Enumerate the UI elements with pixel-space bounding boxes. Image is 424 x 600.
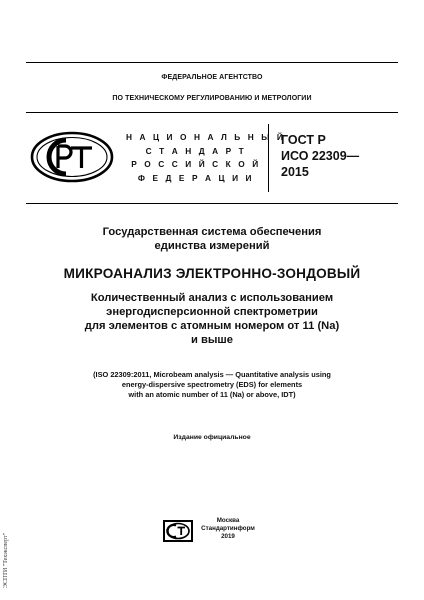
agency-name-line2: ПО ТЕХНИЧЕСКОМУ РЕГУЛИРОВАНИЮ И МЕТРОЛОГИИ [112, 95, 312, 102]
national-standard-line: Р О С С И Й С К О Й [131, 159, 261, 169]
side-watermark [1, 518, 11, 588]
designation-line: 2015 [281, 165, 309, 179]
top-rule [26, 62, 398, 63]
national-standard-line: С Т А Н Д А Р Т [145, 145, 247, 156]
system-title [26, 225, 398, 253]
system-title-line: единства измерений [154, 240, 270, 252]
subtitle-line: Количественный анализ с использованием [90, 292, 334, 304]
side-watermark-text: ЭСПТИ "Техэксперт" [3, 532, 9, 588]
iso-reference-line: energy-dispersive spectrometry (EDS) for elements [121, 380, 303, 389]
iso-reference-line: (ISO 22309:2011, Microbeam analysis — Quantitative analysis using [93, 370, 331, 379]
header-bottom-rule [26, 203, 398, 204]
publisher-info [196, 517, 260, 541]
designation-line: ГОСТ Р [281, 133, 326, 147]
subtitle-line: и выше [191, 334, 233, 346]
subtitle-line: для элементов с атомным номером от 11 (Na) [84, 320, 340, 332]
agency-rule [26, 112, 398, 113]
system-title-line: Государственная система обеспечения [102, 226, 322, 238]
gost-r-certification-logo-icon [30, 131, 114, 183]
iso-reference [26, 370, 398, 400]
standard-designation [281, 132, 359, 180]
edition-label: Издание официальное [173, 434, 251, 441]
iso-reference-line: with an atomic number of 11 (Na) or above, IDT) [128, 390, 296, 399]
agency-name-line1: ФЕДЕРАЛЬНОЕ АГЕНТСТВО [161, 74, 263, 81]
publisher-name: Стандартинформ [201, 525, 255, 532]
header-divider [268, 124, 269, 192]
national-standard-line: Н А Ц И О Н А Л Ь Н Ы Й [126, 132, 286, 142]
subtitle [26, 291, 398, 347]
subtitle-line: энергодисперсионной спектрометрии [106, 306, 318, 318]
standartinform-logo-icon [162, 519, 194, 543]
publisher-year: 2019 [221, 533, 235, 540]
national-standard-label [126, 131, 286, 185]
designation-line: ИСО 22309— [281, 149, 360, 163]
publisher-city: Москва [216, 517, 240, 524]
main-title: МИКРОАНАЛИЗ ЭЛЕКТРОННО-ЗОНДОВЫЙ [63, 266, 361, 281]
national-standard-line: Ф Е Д Е Р А Ц И И [137, 172, 255, 183]
